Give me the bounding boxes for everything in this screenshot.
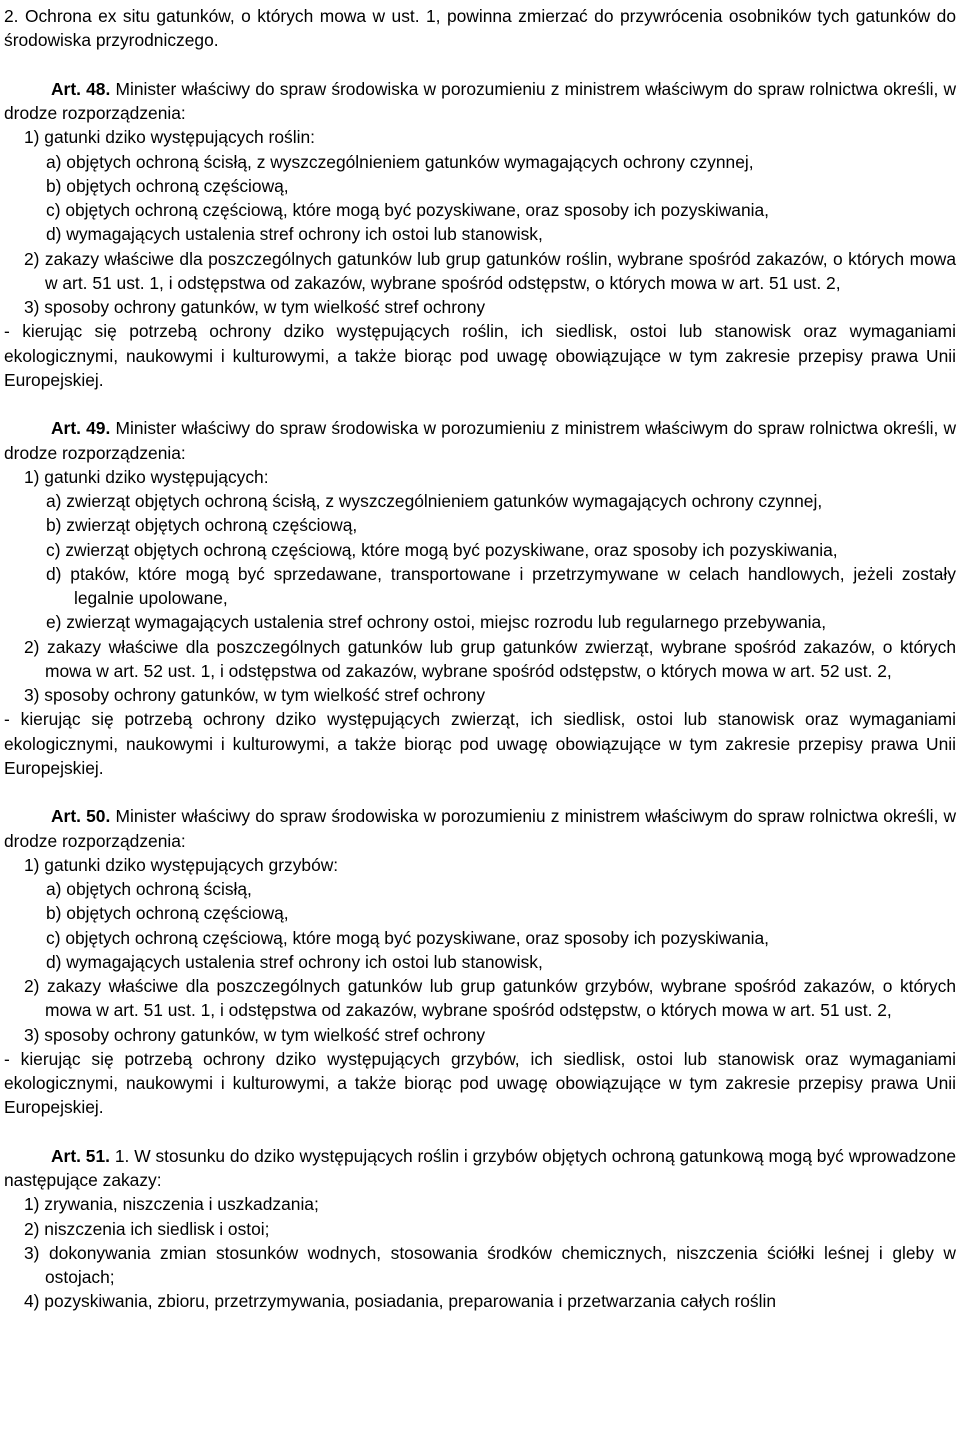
article-49-sub-d: d) ptaków, które mogą być sprzedawane, transportowane i przetrzymywane w celach handlowych, jeżeli zostały legalnie upolowane, [46, 563, 956, 608]
article-51-lead-text: 1. W stosunku do dziko występujących roślin i grzybów objętych ochroną gatunkową mogą być wprowadzone następujące zakazy: [4, 1145, 957, 1190]
article-51-item-2: 2) niszczenia ich siedlisk i ostoi; [24, 1218, 270, 1239]
article-49-item-3: 3) sposoby ochrony gatunków, w tym wielkość stref ochrony [24, 685, 486, 705]
spacer [4, 1120, 956, 1144]
article-48-lead [4, 77, 956, 126]
article-48-sub-c: c) objętych ochroną częściową, które mogą być pozyskiwane, oraz sposoby ich pozyskiwania, [46, 200, 770, 220]
article-49-sub-a: a) zwierząt objętych ochroną ścisłą, z wyszczególnieniem gatunków wymagających ochrony czynnej, [46, 491, 823, 511]
article-49 [4, 416, 956, 780]
article-51-lead [4, 1144, 956, 1193]
article-50-item-3: 3) sposoby ochrony gatunków, w tym wielkość stref ochrony [24, 1024, 486, 1045]
article-50-sub-c: c) objętych ochroną częściową, które mogą być pozyskiwane, oraz sposoby ich pozyskiwania, [46, 927, 770, 948]
article-50-sub-a: a) objętych ochroną ścisłą, [46, 879, 252, 899]
article-48-closing: - kierując się potrzebą ochrony dziko występujących roślin, ich siedlisk, ostoi lub stanowisk oraz wymaganiami ekologicznymi, naukowymi i kulturowymi, a także biorąc pod uwagę obowiązujące w tym zakresie przepisy prawa Unii Europejskiej. [4, 321, 956, 390]
article-48-item-1: 1) gatunki dziko występujących roślin: [24, 127, 315, 148]
article-48-label: Art. 48. [51, 78, 111, 99]
article-50-sub-d: d) wymagających ustalenia stref ochrony ich ostoi lub stanowisk, [46, 951, 543, 972]
article-50-lead [4, 804, 956, 853]
article-49-sub-c: c) zwierząt objętych ochroną częściową, które mogą być pozyskiwane, oraz sposoby ich pozyskiwania, [46, 539, 838, 560]
article-50 [4, 804, 956, 1119]
article-51-item-3: 3) dokonywania zmian stosunków wodnych, stosowania środków chemicznych, niszczenia ściółki leśnej i gleby w ostojach; [24, 1242, 956, 1287]
spacer [4, 53, 956, 77]
article-50-lead-text: Minister właściwy do spraw środowiska w porozumieniu z ministrem właściwym do spraw rolnictwa określi, w drodze rozporządzenia: [4, 806, 956, 851]
article-48-sub-d: d) wymagających ustalenia stref ochrony ich ostoi lub stanowisk, [46, 224, 543, 245]
article-50-closing: - kierując się potrzebą ochrony dziko występujących grzybów, ich siedlisk, ostoi lub stanowisk oraz wymaganiami ekologicznymi, naukowymi i kulturowymi, a także biorąc pod uwagę obowiązujące w tym zakresie przepisy prawa Unii Europejskiej. [4, 1048, 956, 1118]
intro-paragraph: 2. Ochrona ex situ gatunków, o których mowa w ust. 1, powinna zmierzać do przywrócenia osobników tych gatunków do środowiska przyrodniczego. [4, 6, 956, 51]
article-49-lead [4, 416, 956, 465]
article-51-item-1: 1) zrywania, niszczenia i uszkadzania; [24, 1194, 319, 1215]
article-49-label: Art. 49. [51, 418, 111, 439]
article-48-item-2: 2) zakazy właściwe dla poszczególnych gatunków lub grup gatunków roślin, wybrane spośród zakazów, o których mowa w art. 51 ust. 1, i odstępstwa od zakazów, wybrane spośród odstępstw, o których mowa w art. 51 ust. 2, [24, 248, 956, 293]
article-50-label: Art. 50. [51, 806, 111, 827]
article-49-sub-b: b) zwierząt objętych ochroną częściową, [46, 515, 358, 536]
article-50-item-1: 1) gatunki dziko występujących grzybów: [24, 854, 339, 875]
article-48-item-3: 3) sposoby ochrony gatunków, w tym wielkość stref ochrony [24, 297, 486, 317]
article-48-sub-a: a) objętych ochroną ścisłą, z wyszczególnieniem gatunków wymagających ochrony czynnej, [46, 151, 754, 172]
article-49-lead-text: Minister właściwy do spraw środowiska w porozumieniu z ministrem właściwym do spraw rolnictwa określi, w drodze rozporządzenia: [4, 418, 956, 463]
article-49-item-1: 1) gatunki dziko występujących: [24, 466, 269, 487]
article-50-sub-b: b) objętych ochroną częściową, [46, 903, 289, 924]
article-48-sub-b: b) objętych ochroną częściową, [46, 175, 289, 196]
article-49-item-2: 2) zakazy właściwe dla poszczególnych gatunków lub grup gatunków zwierząt, wybrane spośród zakazów, o których mowa w art. 52 ust. 1, i odstępstwa od zakazów, wybrane spośród odstępstw, o których mowa w art. 52 ust. 2, [24, 636, 956, 681]
article-48-lead-text: Minister właściwy do spraw środowiska w porozumieniu z ministrem właściwym do spraw rolnictwa określi, w drodze rozporządzenia: [4, 78, 956, 123]
spacer [4, 780, 956, 804]
article-49-sub-e: e) zwierząt wymagających ustalenia stref ochrony ostoi, miejsc rozrodu lub regularnego przebywania, [46, 612, 827, 633]
article-50-item-2: 2) zakazy właściwe dla poszczególnych gatunków lub grup gatunków grzybów, wybrane spośród zakazów, o których mowa w art. 51 ust. 1, i odstępstwa od zakazów, wybrane spośród odstępstw, o których mowa w art. 51 ust. 2, [24, 976, 956, 1021]
article-48 [4, 77, 956, 392]
spacer [4, 392, 956, 416]
article-51-item-4: 4) pozyskiwania, zbioru, przetrzymywania, posiadania, preparowania i przetwarzania całych roślin [24, 1291, 777, 1312]
article-51-label: Art. 51. [51, 1145, 110, 1166]
article-51 [4, 1144, 956, 1314]
article-49-closing: - kierując się potrzebą ochrony dziko występujących zwierząt, ich siedlisk, ostoi lub stanowisk oraz wymaganiami ekologicznymi, naukowymi i kulturowymi, a także biorąc pod uwagę obowiązujące w tym zakresie przepisy prawa Unii Europejskiej. [4, 709, 956, 778]
